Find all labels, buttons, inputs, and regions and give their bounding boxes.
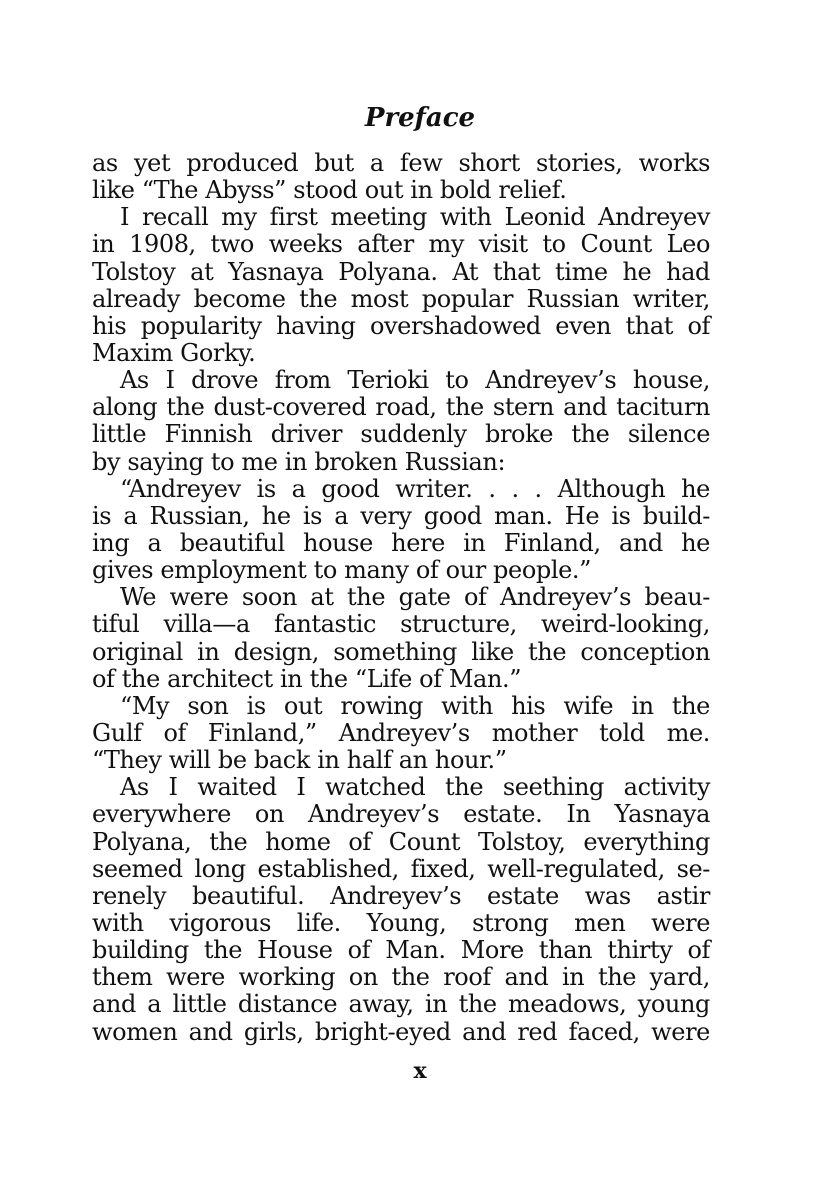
text-line: in 1908, two weeks after my visit to Count Leo bbox=[92, 230, 710, 259]
text-line: We were soon at the gate of Andreyev’s beau- bbox=[120, 583, 710, 612]
text-line: little Finnish driver suddenly broke the silence bbox=[92, 420, 710, 449]
text-line: everywhere on Andreyev’s estate. In Yasnaya bbox=[92, 800, 710, 829]
text-line: of the architect in the “Life of Man.” bbox=[92, 664, 522, 693]
text-line: As I waited I watched the seething activity bbox=[120, 773, 710, 802]
text-line: As I drove from Terioki to Andreyev’s house, bbox=[120, 366, 710, 395]
body-text bbox=[92, 150, 710, 1046]
text-line: ing a beautiful house here in Finland, and he bbox=[92, 528, 710, 557]
text-line: already become the most popular Russian writer, bbox=[92, 284, 710, 313]
text-line: “Andreyev is a good writer. . . . Although he bbox=[120, 474, 710, 503]
text-line: by saying to me in broken Russian: bbox=[92, 447, 506, 476]
text-line: like “The Abyss” stood out in bold relief. bbox=[92, 176, 567, 205]
text-line: and a little distance away, in the meadows, young bbox=[92, 990, 710, 1019]
text-line: women and girls, bright-eyed and red faced, were bbox=[92, 1017, 710, 1046]
text-line: his popularity having overshadowed even that of bbox=[92, 311, 710, 340]
text-line: renely beautiful. Andreyev’s estate was astir bbox=[92, 881, 710, 910]
text-line: I recall my first meeting with Leonid Andreyev bbox=[120, 203, 710, 232]
text-line: building the House of Man. More than thirty of bbox=[92, 936, 710, 965]
text-line: tiful villa—a fantastic structure, weird-looking, bbox=[92, 610, 710, 639]
text-line: original in design, something like the conception bbox=[92, 637, 710, 666]
text-line: is a Russian, he is a very good man. He is build- bbox=[92, 501, 710, 530]
text-line: along the dust-covered road, the stern and taciturn bbox=[92, 393, 710, 422]
text-line: them were working on the roof and in the yard, bbox=[92, 963, 710, 992]
text-line: Maxim Gorky. bbox=[92, 338, 256, 367]
text-line: “They will be back in half an hour.” bbox=[92, 746, 507, 775]
text-line: Gulf of Finland,” Andreyev’s mother told me. bbox=[92, 718, 710, 747]
text-line: seemed long established, fixed, well-regulated, se- bbox=[92, 854, 710, 883]
text-line: with vigorous life. Young, strong men were bbox=[92, 908, 710, 937]
text-line: “My son is out rowing with his wife in the bbox=[120, 691, 710, 720]
text-line: gives employment to many of our people.” bbox=[92, 556, 592, 585]
text-line: Tolstoy at Yasnaya Polyana. At that time he had bbox=[92, 257, 710, 286]
running-head: Preface bbox=[364, 103, 476, 133]
text-line: as yet produced but a few short stories, works bbox=[92, 149, 710, 177]
page-number: x bbox=[413, 1058, 427, 1084]
text-line: Polyana, the home of Count Tolstoy, everything bbox=[92, 827, 710, 856]
